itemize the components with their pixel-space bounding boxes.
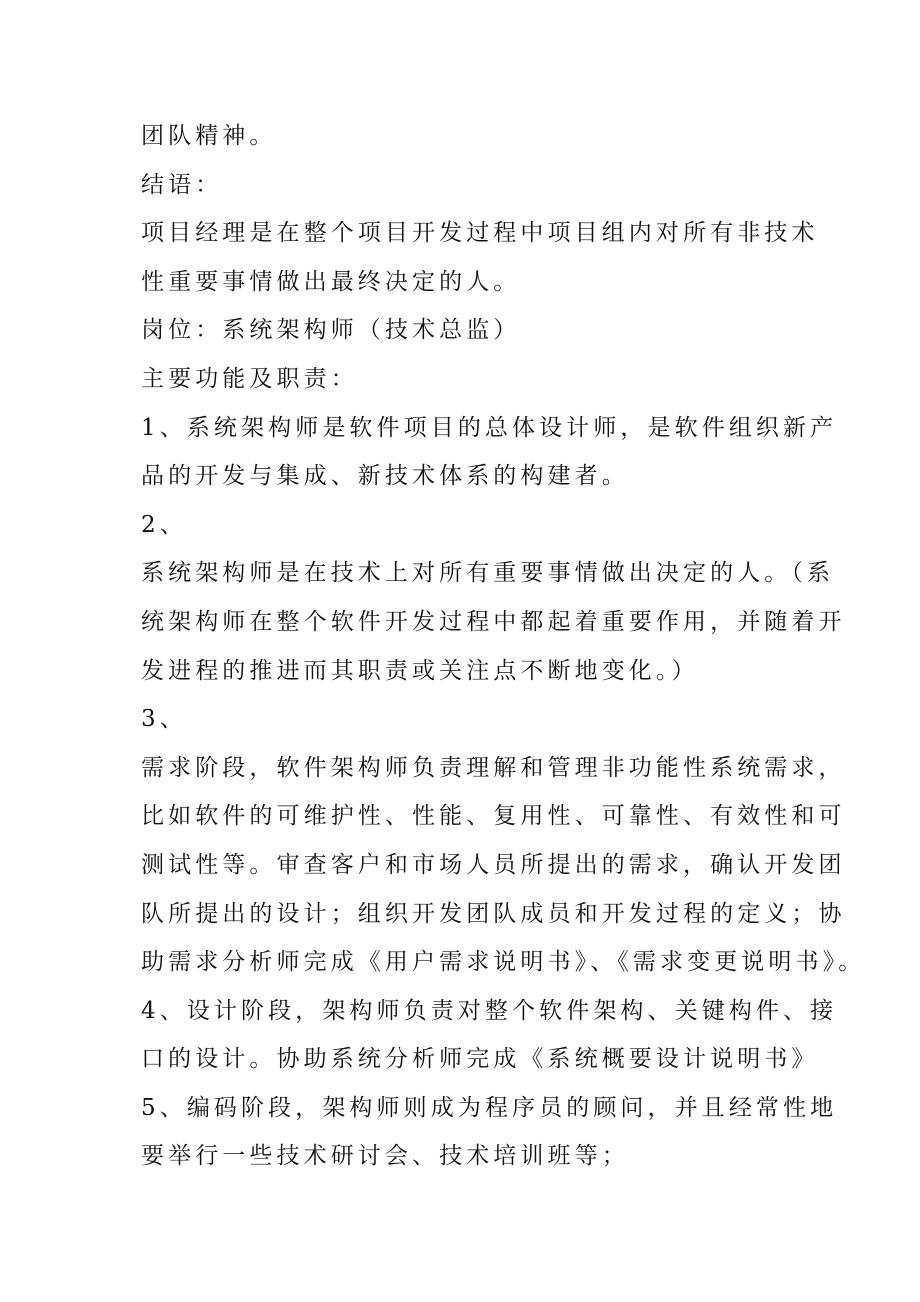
text-line: 项目经理是在整个项目开发过程中项目组内对所有非技术 bbox=[141, 220, 819, 247]
list-item-5-cont: 要举行一些技术研讨会、技术培训班等； bbox=[141, 1143, 629, 1170]
list-item-2-cont: 发进程的推进而其职责或关注点不断地变化。） bbox=[141, 657, 699, 684]
list-item-2-cont: 统架构师在整个软件开发过程中都起着重要作用，并随着开 bbox=[141, 608, 846, 635]
section-heading-duties: 主要功能及职责： bbox=[141, 365, 358, 392]
list-item-3: 需求阶段，软件架构师负责理解和管理非功能性系统需求， bbox=[141, 754, 846, 781]
list-item-4-cont: 口的设计。协助系统分析师完成《系统概要设计说明书》 bbox=[141, 1046, 819, 1073]
text-line: 性重要事情做出最终决定的人。 bbox=[141, 268, 521, 295]
section-heading-conclusion: 结语： bbox=[141, 171, 223, 198]
document-body bbox=[141, 112, 866, 1181]
list-item-3-cont: 助需求分析师完成《用户需求说明书》、《需求变更说明书》。 bbox=[141, 949, 866, 976]
text-line: 团队精神。 bbox=[141, 123, 277, 149]
position-title: 岗位：系统架构师（技术总监） bbox=[141, 317, 521, 344]
list-item-3-number: 3、 bbox=[141, 706, 187, 733]
list-item-5: 5、编码阶段，架构师则成为程序员的顾问，并且经常性地 bbox=[141, 1094, 838, 1121]
list-item-2: 系统架构师是在技术上对所有重要事情做出决定的人。（系 bbox=[141, 560, 835, 587]
list-item-2-number: 2、 bbox=[141, 511, 187, 538]
list-item-1: 1、系统架构师是软件项目的总体设计师，是软件组织新产 bbox=[141, 414, 838, 441]
list-item-3-cont: 测试性等。审查客户和市场人员所提出的需求，确认开发团 bbox=[141, 851, 846, 878]
list-item-3-cont: 队所提出的设计；组织开发团队成员和开发过程的定义；协 bbox=[141, 900, 846, 927]
list-item-4: 4、设计阶段，架构师负责对整个软件架构、关键构件、接 bbox=[141, 997, 838, 1024]
list-item-3-cont: 比如软件的可维护性、性能、复用性、可靠性、有效性和可 bbox=[141, 803, 846, 830]
list-item-1-cont: 品的开发与集成、新技术体系的构建者。 bbox=[141, 463, 629, 490]
